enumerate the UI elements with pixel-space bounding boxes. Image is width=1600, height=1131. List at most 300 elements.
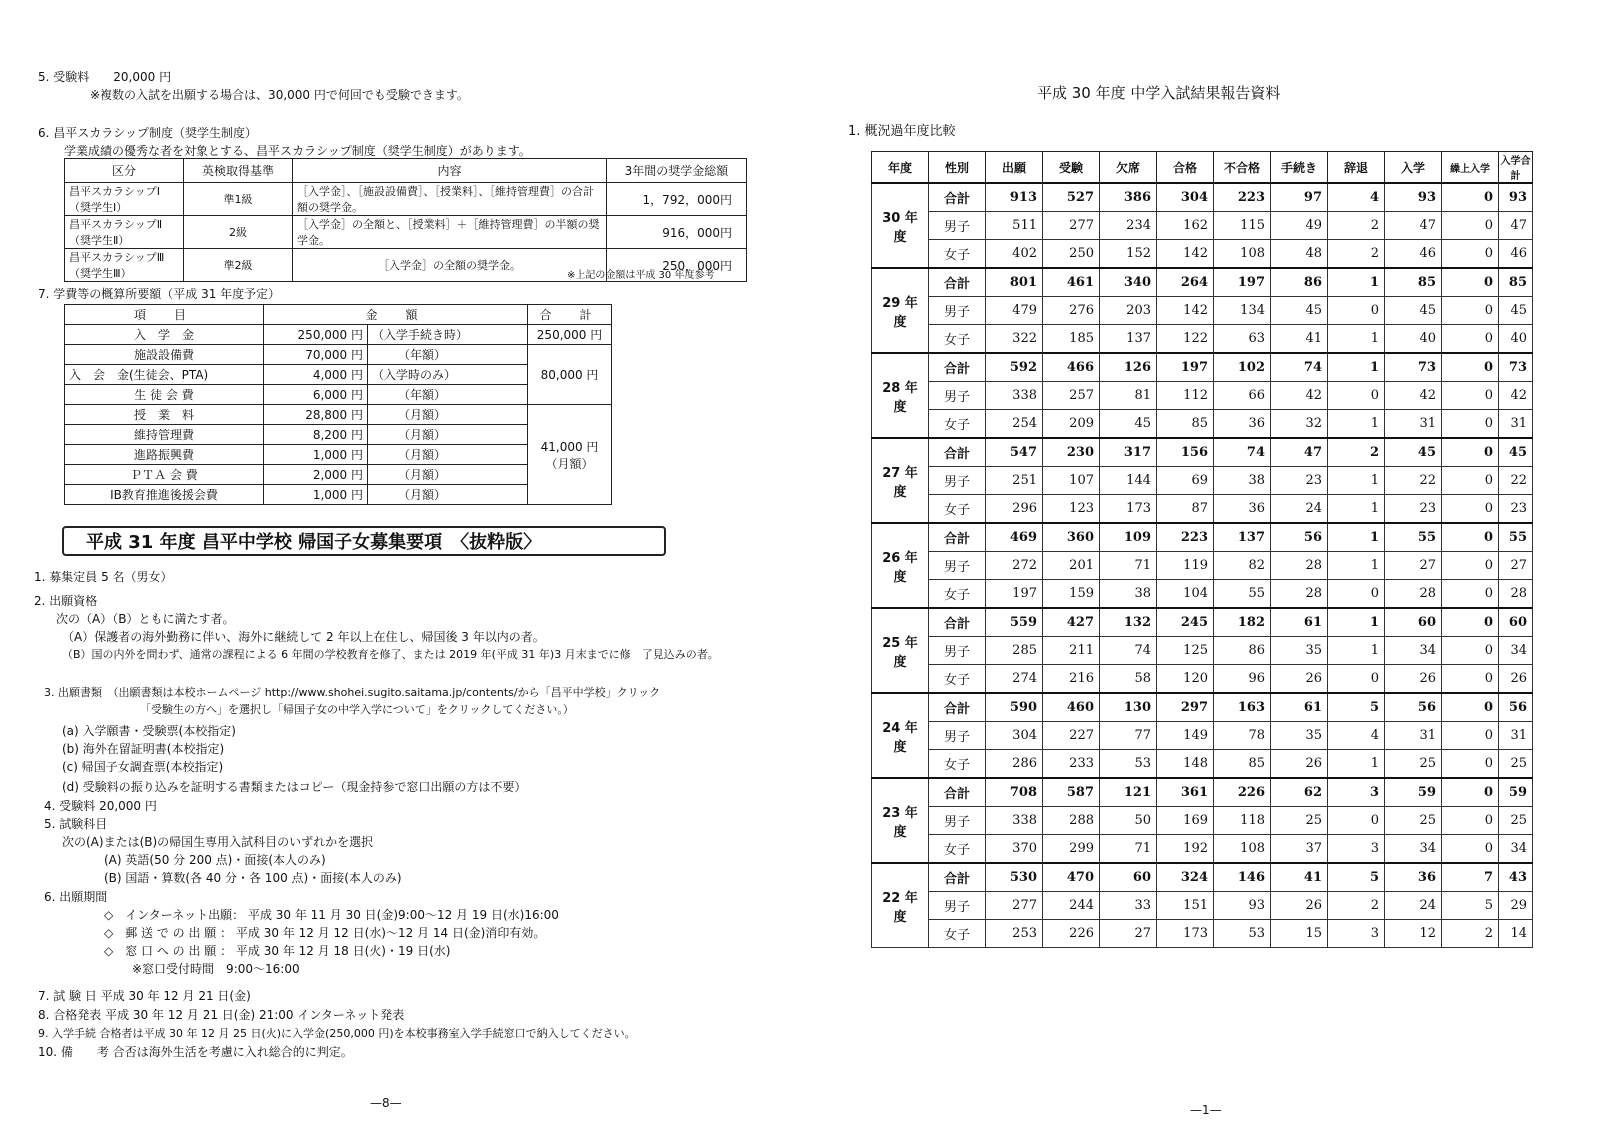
line-fee: 4. 受験料 20,000 円 <box>44 799 157 813</box>
table-cell: 340 <box>1100 268 1157 297</box>
table-cell: 119 <box>1157 552 1214 580</box>
table-header: 区分 <box>65 159 184 183</box>
scholarship-note: ※上記の金額は平成 30 年度参考 <box>567 270 715 281</box>
table-cell: 32 <box>1271 410 1328 439</box>
table-cell: 37 <box>1271 835 1328 864</box>
table-row <box>65 325 612 345</box>
table-cell: 53 <box>1100 750 1157 779</box>
table-cell: 2 <box>1328 240 1385 269</box>
fee-amount: 250,000 円 <box>264 325 368 345</box>
table-cell: 163 <box>1214 693 1271 722</box>
gender-cell: 男子 <box>929 297 986 325</box>
table-cell: 1 <box>1328 552 1385 580</box>
table-cell: 250，000円 <box>607 249 747 282</box>
fee-amount: 8,200 円 <box>264 425 368 445</box>
table-row <box>872 552 1533 580</box>
table-cell: 0 <box>1442 240 1499 269</box>
fee-amount: 6,000 円 <box>264 385 368 405</box>
table-cell: 587 <box>1043 778 1100 807</box>
table-cell: 38 <box>1214 467 1271 495</box>
gender-cell: 合計 <box>929 523 986 552</box>
gender-cell: 合計 <box>929 183 986 212</box>
table-cell: 0 <box>1328 297 1385 325</box>
section-6-description: 学業成績の優秀な者を対象とする、昌平スカラシップ制度（奨学生制度）があります。 <box>64 144 531 158</box>
table-cell: 56 <box>1499 693 1533 722</box>
table-cell: 61 <box>1271 693 1328 722</box>
table-cell: 253 <box>986 920 1043 948</box>
table-row <box>872 807 1533 835</box>
line-period-title: 6. 出願期間 <box>44 890 108 904</box>
gender-cell: 男子 <box>929 382 986 410</box>
table-cell: 28 <box>1271 552 1328 580</box>
table-cell: 118 <box>1214 807 1271 835</box>
table-cell: 71 <box>1100 552 1157 580</box>
table-cell: 46 <box>1385 240 1442 269</box>
table-row <box>872 353 1533 382</box>
line-eligibility-b: （B）国の内外を問わず、通常の課程による 6 年間の学校教育を修了、または 2019 年(平成 31 年)3 月末までに修 了見込みの者。 <box>62 648 719 661</box>
table-cell: 0 <box>1442 353 1499 382</box>
table-cell: 93 <box>1499 183 1533 212</box>
fee-total-monthly <box>528 405 612 505</box>
table-cell: 402 <box>986 240 1043 269</box>
table-cell: 60 <box>1100 863 1157 892</box>
table-cell: 223 <box>1157 523 1214 552</box>
gender-cell: 合計 <box>929 438 986 467</box>
fee-note: （入学時のみ） <box>368 365 528 385</box>
line-subjects-intro: 次の(A)または(B)の帰国生専用入試科目のいずれかを選択 <box>62 835 374 849</box>
table-cell: 159 <box>1043 580 1100 609</box>
table-cell: 144 <box>1100 467 1157 495</box>
line-period-counter: ◇ 窓 口 へ の 出 願 ： 平成 30 年 12 月 18 日(火)・19 日(水) <box>104 944 451 958</box>
table-row <box>65 345 612 365</box>
table-cell: 285 <box>986 637 1043 665</box>
fee-note: （入学手続き時） <box>368 325 528 345</box>
table-cell: 234 <box>1100 212 1157 240</box>
table-cell: 0 <box>1442 665 1499 694</box>
table-cell: 26 <box>1271 750 1328 779</box>
table-cell: 1 <box>1328 268 1385 297</box>
table-cell: 23 <box>1385 495 1442 524</box>
table-cell: 55 <box>1385 523 1442 552</box>
line-counter-hours: ※窓口受付時間 9:00～16:00 <box>132 962 300 976</box>
table-cell: 0 <box>1442 722 1499 750</box>
year-cell: 28 年度 <box>872 353 929 438</box>
table-cell: 250 <box>1043 240 1100 269</box>
table-cell: 61 <box>1271 608 1328 637</box>
table-cell: 86 <box>1271 268 1328 297</box>
table-row <box>872 693 1533 722</box>
table-cell: 0 <box>1442 807 1499 835</box>
table-header: 繰上入学 <box>1442 152 1499 184</box>
table-cell: 63 <box>1214 325 1271 354</box>
page-number-right: —1— <box>1190 1103 1222 1117</box>
table-cell: 4 <box>1328 183 1385 212</box>
table-cell: 173 <box>1100 495 1157 524</box>
table-row <box>872 722 1533 750</box>
table-cell: 55 <box>1214 580 1271 609</box>
line-subject-a: (A) 英語(50 分 200 点)・面接(本人のみ) <box>104 853 326 867</box>
line-quota: 1. 募集定員 5 名（男女） <box>34 570 173 584</box>
table-cell: 58 <box>1100 665 1157 694</box>
table-cell: 昌平スカラシップⅠ（奨学生Ⅰ） <box>65 183 184 216</box>
table-cell: 182 <box>1214 608 1271 637</box>
table-cell: 85 <box>1214 750 1271 779</box>
gender-cell: 女子 <box>929 750 986 779</box>
fee-item: IB教育推進後援会費 <box>65 485 264 505</box>
scholarship-table <box>64 158 747 282</box>
table-row <box>872 835 1533 864</box>
table-cell: 昌平スカラシップⅡ（奨学生Ⅱ） <box>65 216 184 249</box>
fee-note: （年額） <box>368 385 528 405</box>
table-cell: 0 <box>1442 552 1499 580</box>
table-cell: 23 <box>1271 467 1328 495</box>
table-cell: 60 <box>1385 608 1442 637</box>
table-cell: 466 <box>1043 353 1100 382</box>
table-cell: 0 <box>1442 637 1499 665</box>
table-cell: 41 <box>1271 325 1328 354</box>
table-cell: 916，000円 <box>607 216 747 249</box>
table-row <box>65 216 747 249</box>
fee-amount: 28,800 円 <box>264 405 368 425</box>
table-cell: 48 <box>1271 240 1328 269</box>
table-row <box>872 637 1533 665</box>
line-document-c: (c) 帰国子女調査票(本校指定) <box>62 760 224 774</box>
table-cell: 85 <box>1157 410 1214 439</box>
table-cell: 1 <box>1328 467 1385 495</box>
year-cell: 25 年度 <box>872 608 929 693</box>
fee-item: 入 学 金 <box>65 325 264 345</box>
table-cell: 109 <box>1100 523 1157 552</box>
table-cell: 216 <box>1043 665 1100 694</box>
table-cell: 152 <box>1100 240 1157 269</box>
table-cell: 73 <box>1385 353 1442 382</box>
gender-cell: 女子 <box>929 665 986 694</box>
table-cell: 169 <box>1157 807 1214 835</box>
table-cell: 45 <box>1385 438 1442 467</box>
table-cell: 1 <box>1328 637 1385 665</box>
table-cell: 31 <box>1385 410 1442 439</box>
table-cell: 53 <box>1214 920 1271 948</box>
table-cell: 74 <box>1214 438 1271 467</box>
table-cell: 22 <box>1499 467 1533 495</box>
table-cell: 130 <box>1100 693 1157 722</box>
table-cell: 34 <box>1499 637 1533 665</box>
table-cell: 36 <box>1214 410 1271 439</box>
table-cell: 1 <box>1328 325 1385 354</box>
year-cell: 23 年度 <box>872 778 929 863</box>
table-cell: 25 <box>1499 750 1533 779</box>
gender-cell: 女子 <box>929 410 986 439</box>
line-subject-b: (B) 国語・算数(各 40 分・各 100 点)・面接(本人のみ) <box>104 871 402 885</box>
gender-cell: 女子 <box>929 580 986 609</box>
table-cell: 1 <box>1328 608 1385 637</box>
fee-note: （月額） <box>368 405 528 425</box>
table-cell: 3 <box>1328 835 1385 864</box>
table-cell: 74 <box>1271 353 1328 382</box>
table-cell: 87 <box>1157 495 1214 524</box>
table-header: 出願 <box>986 152 1043 184</box>
table-cell: 56 <box>1271 523 1328 552</box>
table-cell: 592 <box>986 353 1043 382</box>
table-cell: 昌平スカラシップⅢ（奨学生Ⅲ） <box>65 249 184 282</box>
table-cell: 121 <box>1100 778 1157 807</box>
year-cell: 30 年度 <box>872 183 929 268</box>
fee-item: 施設設備費 <box>65 345 264 365</box>
gender-cell: 男子 <box>929 552 986 580</box>
table-cell: 137 <box>1100 325 1157 354</box>
table-cell: 0 <box>1442 580 1499 609</box>
gender-cell: 男子 <box>929 637 986 665</box>
table-cell: 361 <box>1157 778 1214 807</box>
table-cell: 2 <box>1328 212 1385 240</box>
gender-cell: 男子 <box>929 722 986 750</box>
table-cell: 26 <box>1385 665 1442 694</box>
table-cell: 47 <box>1385 212 1442 240</box>
table-cell: 47 <box>1271 438 1328 467</box>
table-cell: 47 <box>1499 212 1533 240</box>
table-cell: 34 <box>1385 637 1442 665</box>
table-cell: 142 <box>1157 240 1214 269</box>
table-cell: 45 <box>1100 410 1157 439</box>
gender-cell: 男子 <box>929 467 986 495</box>
table-cell: 511 <box>986 212 1043 240</box>
table-header: 合 計 <box>528 305 612 325</box>
table-header: 欠席 <box>1100 152 1157 184</box>
table-cell: 470 <box>1043 863 1100 892</box>
table-cell: 0 <box>1442 183 1499 212</box>
fee-amount: 1,000 円 <box>264 445 368 465</box>
line-documents-note: 「受験生の方へ」を選択し「帰国子女の中学入学について」をクリックしてください。） <box>140 703 574 716</box>
table-cell: 3 <box>1328 920 1385 948</box>
section-title: 1. 概況過年度比較 <box>848 124 956 139</box>
gender-cell: 合計 <box>929 268 986 297</box>
table-cell: 230 <box>1043 438 1100 467</box>
table-cell: 338 <box>986 382 1043 410</box>
table-cell: 77 <box>1100 722 1157 750</box>
table-cell: 469 <box>986 523 1043 552</box>
table-cell: 28 <box>1385 580 1442 609</box>
table-cell: 317 <box>1100 438 1157 467</box>
table-cell: 427 <box>1043 608 1100 637</box>
table-cell: 42 <box>1271 382 1328 410</box>
table-cell: 211 <box>1043 637 1100 665</box>
table-cell: 299 <box>1043 835 1100 864</box>
fees-header-row <box>65 305 612 325</box>
table-cell: 2 <box>1328 438 1385 467</box>
fee-item: 維持管理費 <box>65 425 264 445</box>
table-cell: 201 <box>1043 552 1100 580</box>
table-cell: 26 <box>1271 892 1328 920</box>
table-cell: 93 <box>1214 892 1271 920</box>
table-cell: 530 <box>986 863 1043 892</box>
table-cell: ［入学金］の全額の奨学金。 <box>293 249 607 282</box>
table-header: 辞退 <box>1328 152 1385 184</box>
table-cell: 297 <box>1157 693 1214 722</box>
table-row <box>872 183 1533 212</box>
table-cell: 34 <box>1385 835 1442 864</box>
table-cell: 26 <box>1271 665 1328 694</box>
table-cell: 461 <box>1043 268 1100 297</box>
table-cell: 97 <box>1271 183 1328 212</box>
table-cell: 203 <box>1100 297 1157 325</box>
table-cell: 62 <box>1271 778 1328 807</box>
table-cell: 86 <box>1214 637 1271 665</box>
table-cell: 71 <box>1100 835 1157 864</box>
line-document-a: (a) 入学願書・受験票(本校指定) <box>62 724 236 738</box>
table-header: 手続き <box>1271 152 1328 184</box>
table-cell: 45 <box>1499 297 1533 325</box>
table-cell: 197 <box>986 580 1043 609</box>
table-cell: 36 <box>1214 495 1271 524</box>
table-cell: 102 <box>1214 353 1271 382</box>
fee-item: ＰＴＡ 会 費 <box>65 465 264 485</box>
fee-item: 生 徒 会 費 <box>65 385 264 405</box>
table-cell: 1 <box>1328 495 1385 524</box>
table-cell: 66 <box>1214 382 1271 410</box>
table-header: 英検取得基準 <box>184 159 293 183</box>
table-cell: 23 <box>1499 495 1533 524</box>
fee-amount: 4,000 円 <box>264 365 368 385</box>
table-cell: 115 <box>1214 212 1271 240</box>
table-row <box>872 778 1533 807</box>
table-cell: 49 <box>1271 212 1328 240</box>
table-cell: 137 <box>1214 523 1271 552</box>
table-cell: 123 <box>1043 495 1100 524</box>
table-cell: 29 <box>1499 892 1533 920</box>
table-cell: 801 <box>986 268 1043 297</box>
line-eligibility-a: （A）保護者の海外勤務に伴い、海外に継続して 2 年以上在住し、帰国後 3 年以内の者。 <box>62 630 545 644</box>
table-cell: 460 <box>1043 693 1100 722</box>
table-cell: 148 <box>1157 750 1214 779</box>
table-cell: 288 <box>1043 807 1100 835</box>
table-cell: 24 <box>1385 892 1442 920</box>
year-cell: 22 年度 <box>872 863 929 948</box>
table-cell: 69 <box>1157 467 1214 495</box>
table-cell: 0 <box>1442 212 1499 240</box>
gender-cell: 男子 <box>929 892 986 920</box>
table-cell: 12 <box>1385 920 1442 948</box>
table-cell: 55 <box>1499 523 1533 552</box>
table-cell: 25 <box>1499 807 1533 835</box>
table-row <box>65 183 747 216</box>
table-cell: 192 <box>1157 835 1214 864</box>
year-cell: 24 年度 <box>872 693 929 778</box>
table-cell: 0 <box>1442 382 1499 410</box>
table-cell: ［入学金］の全額と、［授業料］＋［維持管理費］の半額の奨学金。 <box>293 216 607 249</box>
table-cell: 0 <box>1442 495 1499 524</box>
table-header: 内容 <box>293 159 607 183</box>
line-remarks: 10. 備 考 合否は海外生活を考慮に入れ総合的に判定。 <box>38 1045 353 1059</box>
table-cell: 準2級 <box>184 249 293 282</box>
fee-note: （月額） <box>368 445 528 465</box>
table-cell: 40 <box>1499 325 1533 354</box>
table-cell: 38 <box>1100 580 1157 609</box>
table-cell: 35 <box>1271 722 1328 750</box>
table-cell: 25 <box>1385 807 1442 835</box>
table-cell: 277 <box>1043 212 1100 240</box>
line-document-d: (d) 受験料の振り込みを証明する書類またはコピー（現金持参で窓口出願の方は不要） <box>62 780 527 794</box>
line-enrollment: 9. 入学手続 合格者は平成 30 年 12 月 25 日(火)に入学金(250,000 円)を本校事務室入学手続窓口で納入してください。 <box>38 1027 636 1040</box>
table-cell: 226 <box>1214 778 1271 807</box>
table-cell: 274 <box>986 665 1043 694</box>
table-cell: 1，792，000円 <box>607 183 747 216</box>
table-header: 年度 <box>872 152 929 184</box>
table-cell: 132 <box>1100 608 1157 637</box>
table-row <box>872 212 1533 240</box>
table-row <box>872 523 1533 552</box>
table-cell: 1 <box>1328 410 1385 439</box>
table-cell: 304 <box>986 722 1043 750</box>
table-cell: 272 <box>986 552 1043 580</box>
table-header: 項 目 <box>65 305 264 325</box>
table-cell: 197 <box>1214 268 1271 297</box>
table-cell: 5 <box>1442 892 1499 920</box>
table-cell: 0 <box>1442 778 1499 807</box>
gender-cell: 合計 <box>929 693 986 722</box>
year-cell: 29 年度 <box>872 268 929 353</box>
table-cell: 28 <box>1499 580 1533 609</box>
section-5-title: 5. 受験料 20,000 円 <box>38 70 172 84</box>
table-cell: 74 <box>1100 637 1157 665</box>
table-header: 入学合計 <box>1499 152 1533 184</box>
table-cell: 251 <box>986 467 1043 495</box>
table-cell: 2級 <box>184 216 293 249</box>
table-cell: 27 <box>1499 552 1533 580</box>
table-row <box>872 410 1533 439</box>
table-row <box>872 438 1533 467</box>
gender-cell: 女子 <box>929 240 986 269</box>
table-cell: 223 <box>1214 183 1271 212</box>
section-5-note: ※複数の入試を出願する場合は、30,000 円で何回でも受験できます。 <box>90 88 469 102</box>
table-cell: 559 <box>986 608 1043 637</box>
table-row <box>872 240 1533 269</box>
table-cell: 245 <box>1157 608 1214 637</box>
table-cell: 162 <box>1157 212 1214 240</box>
table-cell: 78 <box>1214 722 1271 750</box>
table-cell: 82 <box>1214 552 1271 580</box>
table-cell: 27 <box>1385 552 1442 580</box>
table-cell: 93 <box>1385 183 1442 212</box>
table-cell: 27 <box>1100 920 1157 948</box>
table-header: 性別 <box>929 152 986 184</box>
table-cell: 0 <box>1328 665 1385 694</box>
table-cell: 0 <box>1442 438 1499 467</box>
table-row <box>872 297 1533 325</box>
table-cell: 40 <box>1385 325 1442 354</box>
section-6-title: 6. 昌平スカラシップ制度（奨学生制度） <box>38 126 258 140</box>
line-results: 8. 合格発表 平成 30 年 12 月 21 日(金) 21:00 インターネット発表 <box>38 1008 405 1022</box>
table-row <box>872 863 1533 892</box>
table-cell: 1 <box>1328 353 1385 382</box>
table-row <box>872 382 1533 410</box>
table-cell: 46 <box>1499 240 1533 269</box>
table-cell: 14 <box>1499 920 1533 948</box>
table-cell: 264 <box>1157 268 1214 297</box>
table-cell: 5 <box>1328 693 1385 722</box>
gender-cell: 女子 <box>929 495 986 524</box>
table-cell: 146 <box>1214 863 1271 892</box>
admission-stats-table <box>871 151 1533 948</box>
table-cell: 0 <box>1442 835 1499 864</box>
table-cell: 59 <box>1499 778 1533 807</box>
table-row <box>65 405 612 425</box>
table-header: 入学 <box>1385 152 1442 184</box>
fee-item: 入 会 金(生徒会、PTA) <box>65 365 264 385</box>
table-cell: 25 <box>1385 750 1442 779</box>
fee-note: （月額） <box>368 485 528 505</box>
line-period-mail: ◇ 郵 送 で の 出 願 ： 平成 30 年 12 月 12 日(水)～12 月 14 日(金)消印有効。 <box>104 926 546 940</box>
table-cell: 151 <box>1157 892 1214 920</box>
